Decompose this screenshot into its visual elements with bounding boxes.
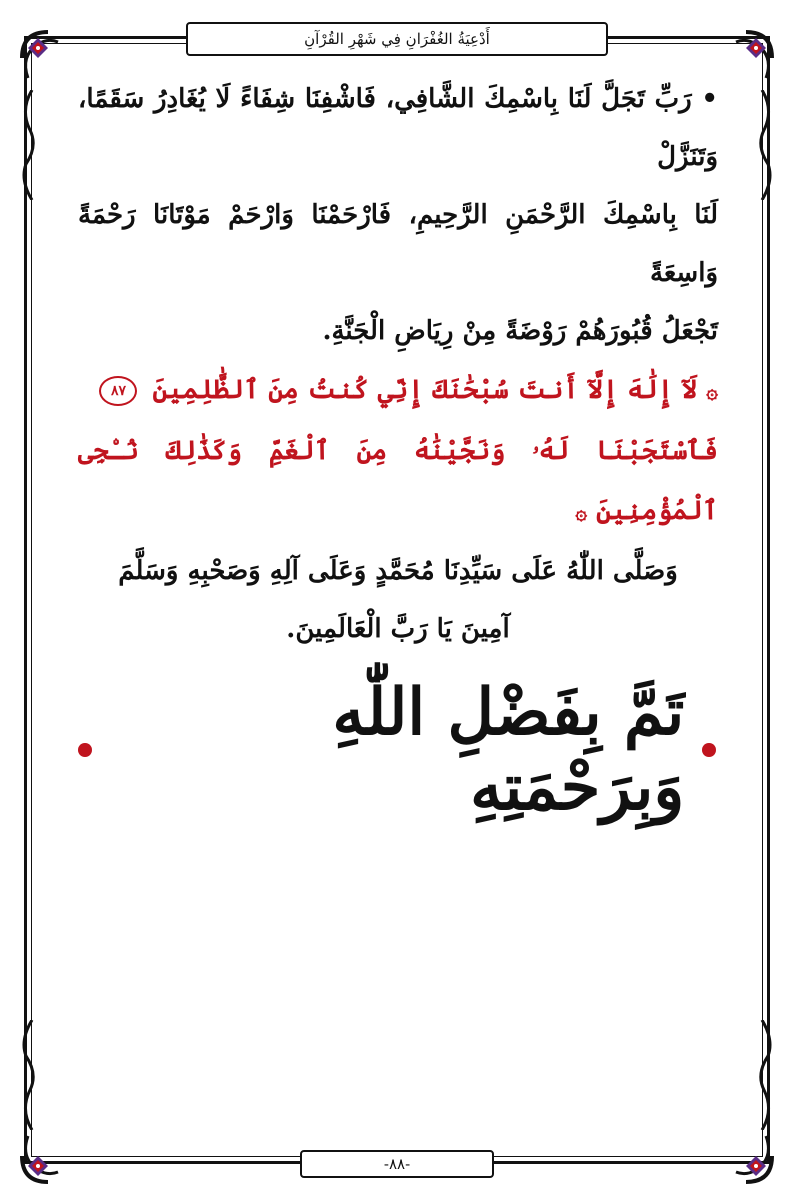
red-dot-icon	[702, 743, 716, 757]
dua-text: رَبِّ تَجَلَّ لَنَا بِاسْمِكَ الشَّافِي، فَاشْفِنَا شِفَاءً لَا يُغَادِرُ سَقَمًا، وَتَنَزَّلْ	[78, 84, 718, 172]
completion-statement	[60, 675, 734, 825]
corner-ornament-icon	[714, 28, 776, 90]
corner-ornament-icon	[18, 1124, 80, 1186]
verse-ornament-icon: ۞	[575, 500, 588, 524]
closing-line: آمِينَ يَا رَبَّ الْعَالَمِينَ.	[286, 614, 510, 644]
dua-line: تَجْعَلُ قُبُورَهُمْ رَوْضَةً مِنْ رِيَاضِ الْجَنَّةِ.	[322, 316, 718, 346]
red-dot-icon	[78, 743, 92, 757]
quran-verse-line	[78, 421, 718, 542]
corner-ornament-icon	[714, 1124, 776, 1186]
scroll-ornament-icon	[756, 1020, 776, 1130]
corner-ornament-icon	[18, 28, 80, 90]
running-header	[186, 22, 608, 56]
completion-text: تَمَّ بِفَضْلِ اللّٰهِ وَبِرَحْمَتِهِ	[332, 675, 685, 825]
header-title: أَدْعِيَةُ الغُفْرَانِ فِي شَهْرِ القُرْآنِ	[304, 30, 490, 48]
verse-number: ٨٧	[99, 376, 137, 406]
quran-verse-line	[78, 360, 718, 421]
page-number: -٨٨-	[383, 1155, 411, 1173]
bullet-icon: •	[701, 84, 719, 114]
page-footer	[300, 1150, 494, 1178]
page-content	[78, 70, 718, 658]
dua-line	[78, 70, 718, 186]
verse-ornament-icon: ۞	[706, 379, 718, 403]
verse-text: فَٱسْتَجَبْنَا لَهُۥ وَنَجَّيْنَٰهُ مِنَ ٱلْغَمِّ وَكَذَٰلِكَ نُـۨجِى ٱلْمُؤْمِنِينَ	[78, 436, 718, 526]
scroll-ornament-icon	[756, 90, 776, 200]
scroll-ornament-icon	[18, 1020, 38, 1130]
verse-text: لَآ إِلَٰهَ إِلَّآ أَنتَ سُبْحَٰنَكَ إِنِّي كُنتُ مِنَ ٱلظَّٰلِمِينَ	[152, 375, 698, 405]
closing-line: وَصَلَّى اللّٰهُ عَلَى سَيِّدِنَا مُحَمَّدٍ وَعَلَى آلِهِ وَصَحْبِهِ وَسَلَّمَ	[118, 556, 678, 586]
scroll-ornament-icon	[18, 90, 38, 200]
dua-line: لَنَا بِاسْمِكَ الرَّحْمَنِ الرَّحِيمِ، فَارْحَمْنَا وَارْحَمْ مَوْتَانَا رَحْمَةً وَاسِعَةً	[78, 200, 718, 288]
